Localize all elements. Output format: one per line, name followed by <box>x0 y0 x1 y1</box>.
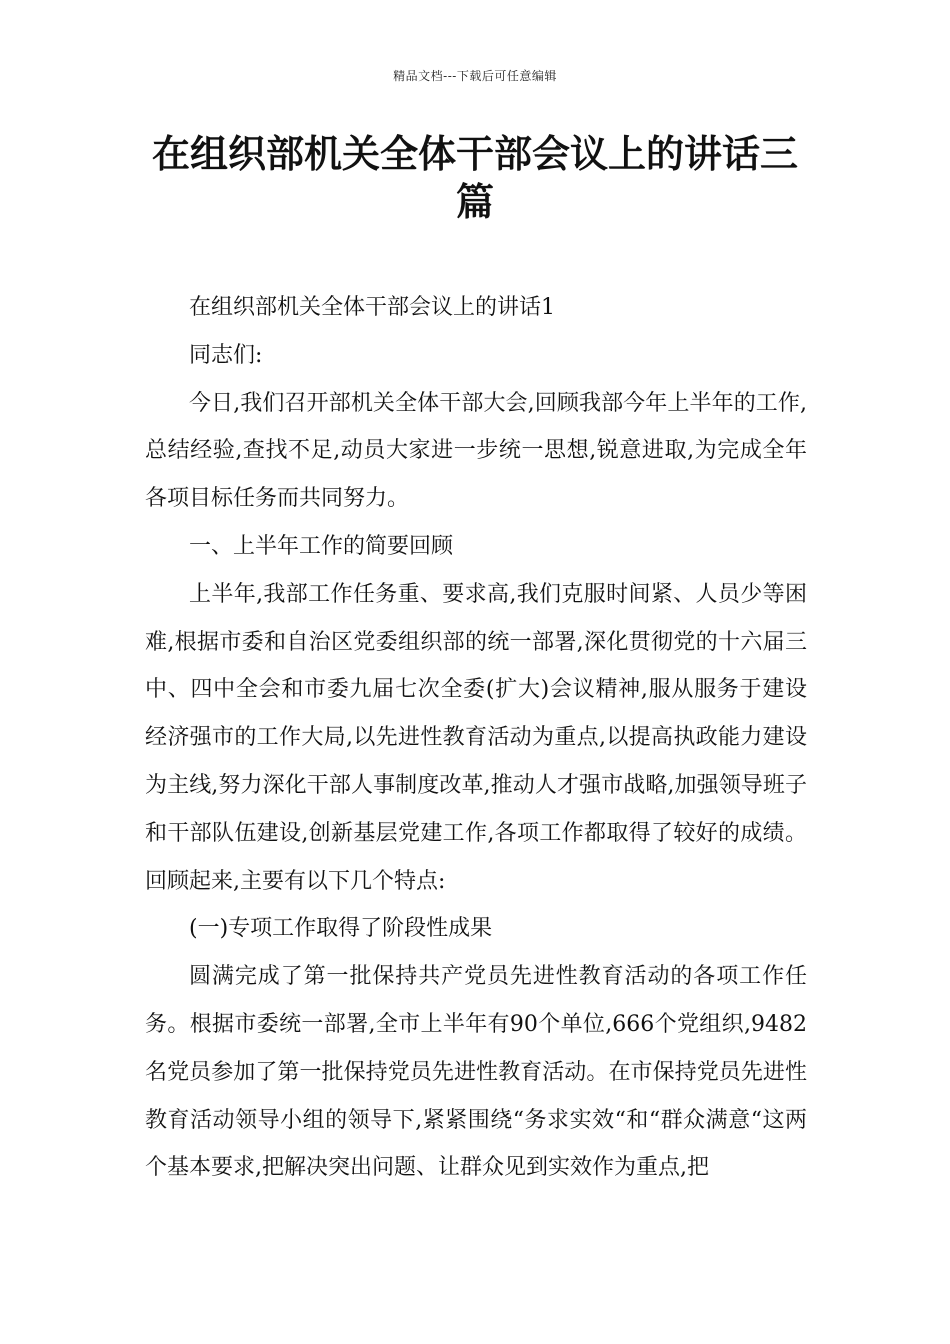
document-title: 在组织部机关全体干部会议上的讲话三篇 <box>151 132 798 224</box>
paragraph-salutation: 同志们: <box>189 342 263 368</box>
paragraph-speech-heading: 在组织部机关全体干部会议上的讲话1 <box>189 295 555 320</box>
paragraph-intro: 今日,我们召开部机关全体干部大会,回顾我部今年上半年的工作,总结经验,查找不足,动员大家进一步统一思想,锐意进取,为完成全年各项目标任务而共同努力。 <box>145 390 807 512</box>
paragraph-achievements: 圆满完成了第一批保持共产党员先进性教育活动的各项工作任务。根据市委统一部署,全市上半年有90个单位,666个党组织,9482名党员参加了第一批保持党员先进性教育活动。在市保持党员先进性教育活动领导小组的领导下,紧紧围绕“务求实效“和“群众满意“这两个基本要求,把解决突出问题、让群众见到实效作为重点,把 <box>145 964 807 1181</box>
document-body <box>145 284 807 1192</box>
paragraph-review: 上半年,我部工作任务重、要求高,我们克服时间紧、人员少等困难,根据市委和自治区党委组织部的统一部署,深化贯彻党的十六届三中、四中全会和市委九届七次全委(扩大)会议精神,服从服务于建设经济强市的工作大局,以先进性教育活动为重点,以提高执政能力建设为主线,努力深化干部人事制度改革,推动人才强市战略,加强领导班子和干部队伍建设,创新基层党建工作,各项工作都取得了较好的成绩。回顾起来,主要有以下几个特点: <box>145 581 807 894</box>
paragraph-subsection-heading: (一)专项工作取得了阶段性成果 <box>189 916 493 942</box>
paragraph-section-heading: 一、上半年工作的简要回顾 <box>189 533 454 559</box>
header-note: 精品文档---下载后可任意编辑 <box>393 69 557 83</box>
